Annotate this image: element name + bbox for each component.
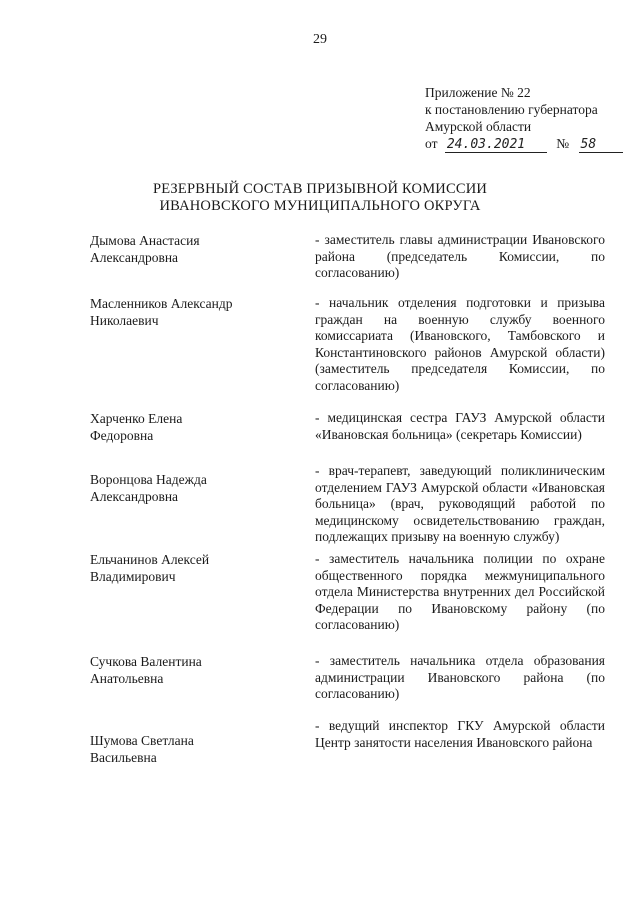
member-surname-first: Харченко Елена: [90, 411, 183, 426]
member-surname-first: Шумова Светлана: [90, 733, 194, 748]
member-patronymic: Васильевна: [90, 750, 157, 765]
member-name: [90, 295, 290, 329]
appendix-number: Приложение № 22: [425, 85, 531, 100]
date-prefix: от: [425, 136, 438, 151]
member-role: - заместитель главы администрации Ивановского района (председатель Комиссии, по согласованию): [315, 232, 605, 280]
member-surname-first: Сучкова Валентина: [90, 654, 202, 669]
appendix-region: Амурской области: [425, 119, 532, 134]
member-patronymic: Анатольевна: [90, 671, 164, 686]
member-name: [90, 732, 290, 766]
member-role: - начальник отделения подготовки и призыва граждан на военную службу военного комиссариата (Ивановского, Тамбовского и Константиновского районов Амурской области) (заместитель председателя Комиссии, по согласованию): [315, 295, 605, 393]
member-surname-first: Ельчанинов Алексей: [90, 552, 210, 567]
member-role: - ведущий инспектор ГКУ Амурской области Центр занятости населения Ивановского района: [315, 718, 605, 750]
member-role: - заместитель начальника полиции по охране общественного порядка межмуниципального отдела Министерства внутренних дел Российской Федерации по Ивановскому району (по согласованию): [315, 551, 605, 632]
title-line-2: ИВАНОВСКОГО МУНИЦИПАЛЬНОГО ОКРУГА: [159, 198, 481, 214]
member-patronymic: Николаевич: [90, 313, 159, 328]
member-patronymic: Владимирович: [90, 569, 176, 584]
handwritten-date: 24.03.2021: [445, 138, 547, 153]
member-role: - врач-терапевт, заведующий поликлиническим отделением ГАУЗ Амурской области «Ивановская больница» (врач, руководящий работой по медицинскому освидетельствованию граждан, подлежащих призыву на военную службу): [315, 463, 605, 544]
handwritten-number: 58: [579, 138, 623, 153]
member-surname-first: Дымова Анастасия: [90, 233, 200, 248]
member-surname-first: Масленников Александр: [90, 296, 233, 311]
member-patronymic: Александровна: [90, 489, 179, 504]
member-surname-first: Воронцова Надежда: [90, 472, 207, 487]
appendix-header: [425, 84, 625, 153]
member-name: [90, 471, 290, 505]
page-number: 29: [313, 32, 327, 47]
title-line-1: РЕЗЕРВНЫЙ СОСТАВ ПРИЗЫВНОЙ КОМИССИИ: [152, 181, 488, 197]
member-name: [90, 551, 290, 585]
member-name: [90, 653, 290, 687]
member-name: [90, 232, 290, 266]
number-label: №: [556, 136, 570, 151]
appendix-resolution: к постановлению губернатора: [425, 102, 598, 117]
appendix-date-line: [425, 135, 625, 153]
member-name: [90, 410, 290, 444]
member-patronymic: Федоровна: [90, 428, 154, 443]
document-title: [0, 181, 640, 215]
member-patronymic: Александровна: [90, 250, 179, 265]
member-role: - медицинская сестра ГАУЗ Амурской области «Ивановская больница» (секретарь Комиссии): [315, 410, 605, 442]
member-role: - заместитель начальника отдела образования администрации Ивановского района (по согласованию): [315, 653, 605, 701]
